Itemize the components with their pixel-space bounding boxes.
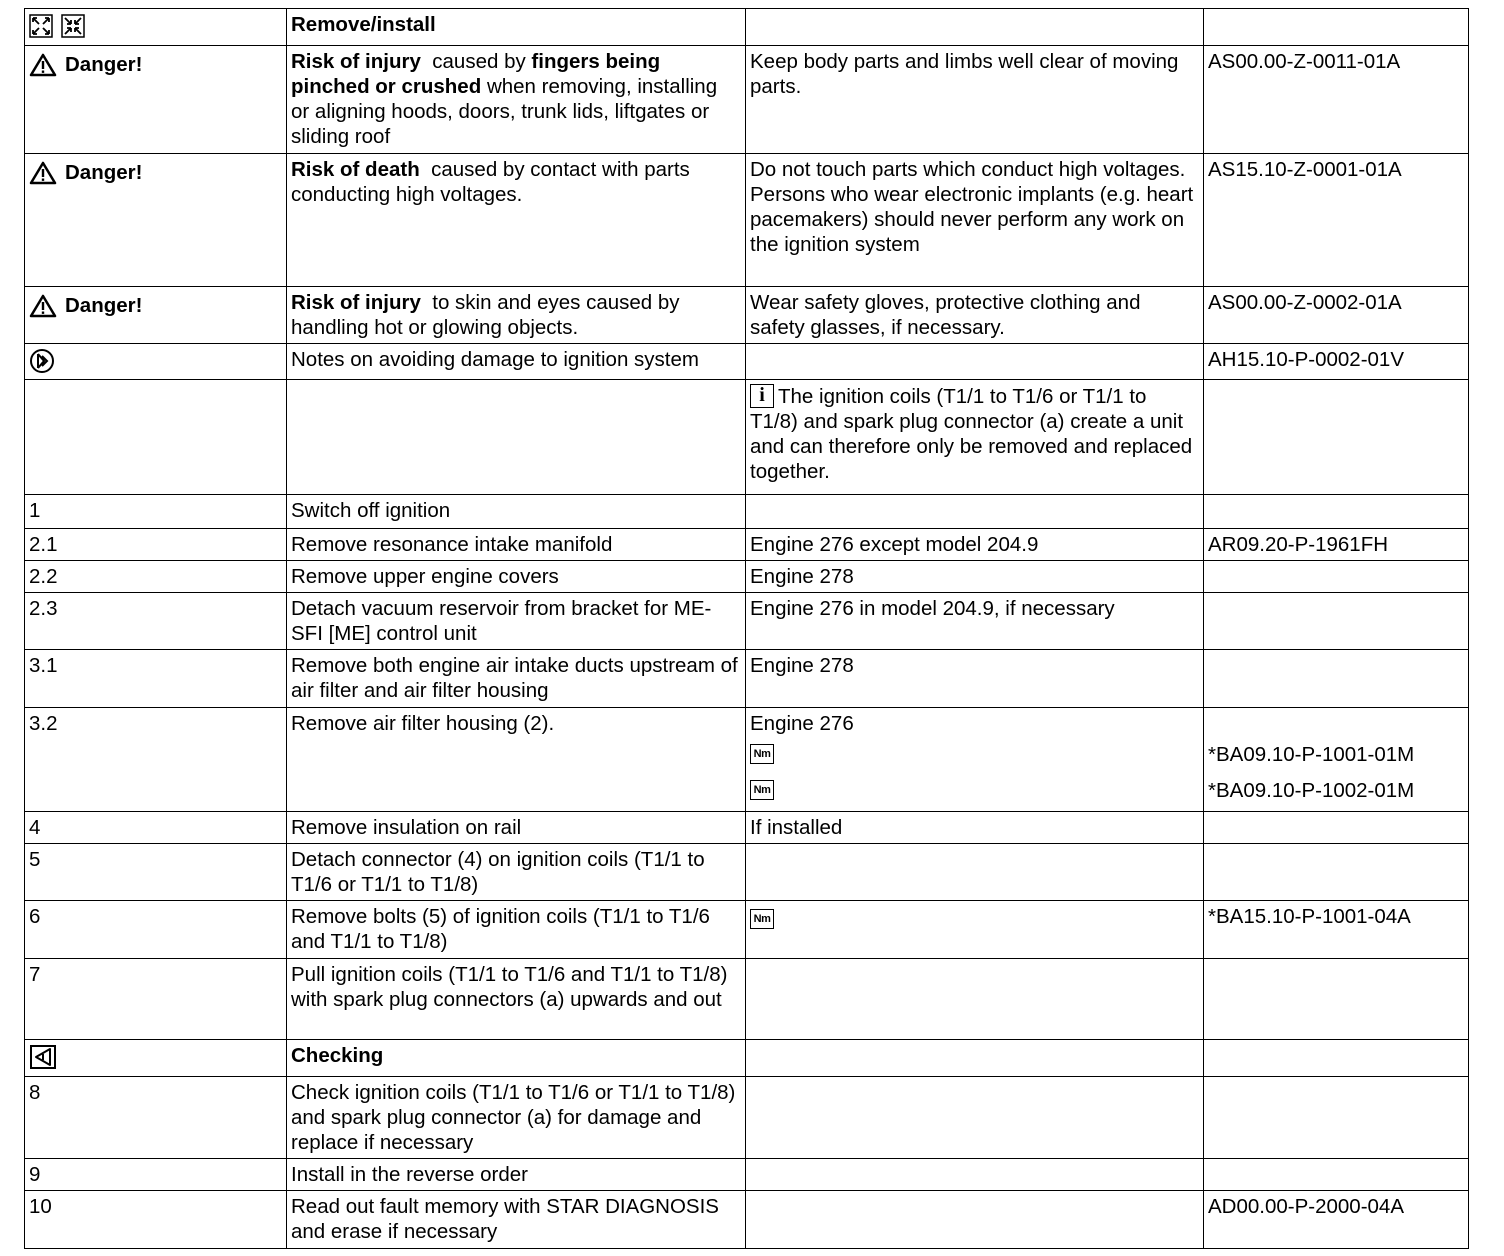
notes-row	[25, 344, 1469, 380]
info-text: The ignition coils (T1/1 to T1/6 or T1/1 to T1/8) and spark plug connector (a) create a unit and can therefore only be removed and replaced together.	[750, 385, 1193, 483]
info-icon: i	[750, 384, 774, 408]
step-action: Remove air filter housing (2).	[291, 712, 555, 735]
section-title: Remove/install	[291, 13, 436, 36]
step-row	[25, 812, 1469, 844]
step-number: 10	[29, 1195, 52, 1218]
step-row	[25, 529, 1469, 561]
risk-cause: fingers being pinched or crushed	[291, 50, 661, 98]
measure-text: Wear safety gloves, protective clothing and safety glasses, if necessary.	[750, 291, 1141, 339]
measure-text: Keep body parts and limbs well clear of moving parts.	[750, 50, 1179, 98]
step-number: 2.3	[29, 597, 58, 620]
step-number: 8	[29, 1081, 41, 1104]
step-action: Install in the reverse order	[291, 1163, 529, 1186]
danger-row	[25, 287, 1469, 344]
info-row	[25, 380, 1469, 495]
step-number: 6	[29, 905, 41, 928]
document-ref: *BA09.10-P-1001-01M	[1208, 742, 1415, 766]
step-action: Remove resonance intake manifold	[291, 533, 613, 556]
step-note: Engine 278	[750, 654, 854, 677]
danger-row	[25, 46, 1469, 154]
step-number: 4	[29, 816, 41, 839]
step-action: Remove bolts (5) of ignition coils (T1/1 to T1/6 and T1/1 to T1/8)	[291, 905, 710, 953]
danger-label: Danger!	[65, 161, 143, 184]
risk-text: to skin and eyes caused by handling hot or glowing objects.	[291, 291, 680, 339]
step-number: 1	[29, 499, 41, 522]
step-row	[25, 959, 1469, 1040]
step-row	[25, 561, 1469, 593]
document-ref: AS00.00-Z-0011-01A	[1208, 50, 1401, 73]
notes-text: Notes on avoiding damage to ignition system	[291, 348, 699, 371]
danger-label: Danger!	[65, 53, 143, 76]
risk-text: caused by	[432, 50, 526, 73]
torque-nm-icon: Nm	[750, 780, 774, 800]
step-note: Engine 276 in model 204.9, if necessary	[750, 597, 1115, 620]
step-row	[25, 1159, 1469, 1191]
step-row	[25, 495, 1469, 529]
document-ref: AR09.20-P-1961FH	[1208, 533, 1389, 556]
risk-text: caused by contact with parts conducting high voltages.	[291, 158, 690, 206]
step-row	[25, 708, 1469, 812]
risk-label: Risk of death	[291, 158, 420, 181]
checking-icon	[29, 1045, 57, 1069]
torque-nm-icon: Nm	[750, 744, 774, 764]
step-row	[25, 650, 1469, 708]
step-action: Read out fault memory with STAR DIAGNOSIS and erase if necessary	[291, 1195, 719, 1243]
document-ref: AS00.00-Z-0002-01A	[1208, 291, 1402, 314]
step-row	[25, 1077, 1469, 1159]
document-ref: AH15.10-P-0002-01V	[1208, 348, 1405, 371]
risk-label: Risk of injury	[291, 50, 421, 73]
step-note: Engine 276 except model 204.9	[750, 533, 1039, 556]
step-number: 2.1	[29, 533, 58, 556]
step-number: 3.2	[29, 712, 58, 735]
document-ref: AS15.10-Z-0001-01A	[1208, 158, 1402, 181]
step-action: Switch off ignition	[291, 499, 451, 522]
document-ref: AD00.00-P-2000-04A	[1208, 1195, 1405, 1218]
step-number: 7	[29, 963, 41, 986]
section-title: Checking	[291, 1044, 384, 1067]
danger-row	[25, 154, 1469, 287]
step-row	[25, 1191, 1469, 1249]
step-number: 9	[29, 1163, 41, 1186]
torque-nm-icon: Nm	[750, 909, 774, 929]
step-action: Detach connector (4) on ignition coils (T1/1 to T1/6 or T1/1 to T1/8)	[291, 848, 705, 896]
remove-install-icon	[29, 14, 89, 38]
warning-triangle-icon	[29, 161, 57, 185]
document-ref: *BA15.10-P-1001-04A	[1208, 905, 1411, 928]
damage-notes-icon	[29, 348, 55, 374]
step-action: Remove upper engine covers	[291, 565, 559, 588]
danger-label: Danger!	[65, 294, 143, 317]
document-ref: *BA09.10-P-1002-01M	[1208, 778, 1415, 802]
step-action: Check ignition coils (T1/1 to T1/6 or T1/1 to T1/8) and spark plug connector (a) for damage and replace if necessary	[291, 1081, 736, 1154]
step-number: 2.2	[29, 565, 58, 588]
risk-label: Risk of injury	[291, 291, 421, 314]
header-row	[25, 9, 1469, 46]
measure-text: Do not touch parts which conduct high voltages. Persons who wear electronic implants (e.g. heart pacemakers) should never perform any work on the ignition system	[750, 158, 1194, 256]
warning-triangle-icon	[29, 294, 57, 318]
step-action: Detach vacuum reservoir from bracket for ME-SFI [ME] control unit	[291, 597, 712, 645]
step-row	[25, 844, 1469, 901]
procedure-table	[24, 8, 1469, 1249]
step-note: If installed	[750, 816, 843, 839]
warning-triangle-icon	[29, 53, 57, 77]
step-note: Engine 278	[750, 565, 854, 588]
step-note: Engine 276	[750, 712, 854, 735]
step-number: 3.1	[29, 654, 58, 677]
step-action: Pull ignition coils (T1/1 to T1/6 and T1/1 to T1/8) with spark plug connectors (a) upwards and out	[291, 963, 728, 1011]
step-action: Remove insulation on rail	[291, 816, 522, 839]
risk-text: when removing, installing or aligning hoods, doors, trunk lids, liftgates or sliding roof	[291, 75, 718, 148]
step-number: 5	[29, 848, 41, 871]
step-row	[25, 593, 1469, 650]
checking-header-row	[25, 1040, 1469, 1077]
step-action: Remove both engine air intake ducts upstream of air filter and air filter housing	[291, 654, 738, 702]
step-row	[25, 901, 1469, 959]
